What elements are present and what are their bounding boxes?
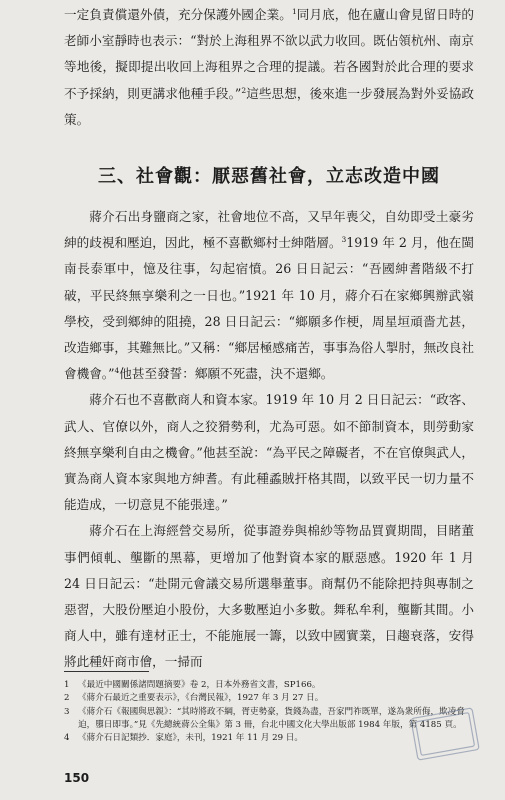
page-number: 150: [64, 771, 90, 785]
watermark-stamp-icon: [400, 703, 490, 775]
footnote-4: 4 《蔣介石日記類抄．家庭》，未刊，1921 年 11 月 29 日。: [64, 733, 303, 744]
section-body: [64, 204, 474, 676]
footnote-ref-3: 3: [341, 235, 347, 245]
top-paragraph: [64, 2, 474, 133]
paragraph-1: [64, 204, 474, 387]
paragraph-1-text-b: 1919 年 2 月，他在閩南長泰軍中，憶及往事，勾起宿憤。26 日日記云：“吾國紳耆階級不打破，平民終無享樂利之一日也。”1921 年 10 月，蔣介石在家鄉興辦武嶺學校，受到鄉紳的阻撓，28 日日記云：“鄉願多作梗，周星垣頑嗇尤甚，改造鄉事，其難無比。”又稱：“鄉居極感痛苦，事事為俗人掣肘，無改良社會機會。”: [64, 235, 475, 382]
paragraph-1-text-a: 蔣介石出身鹽商之家，社會地位不高，又早年喪父，自幼即受土豪劣紳的歧視和壓迫，因此，極不喜歡鄉村士紳階層。: [64, 209, 474, 251]
top-text-1: 一定負責償還外債，充分保護外國企業。: [64, 7, 292, 22]
section-heading: 三、社會觀：厭惡舊社會，立志改造中國: [98, 166, 440, 187]
paragraph-2: 蔣介石也不喜歡商人和資本家。1919 年 10 月 2 日日記云：“政客、武人、官僚以外，商人之狡猾勢利，尤為可惡。如不節制資本，則勞動家終無享樂利自由之機會。”他甚至說：“為平民之障礙者，不在官僚與武人，實為商人資本家與地方紳耆。有此種蟊賊扞格其間，以致平民一切力量不能造成，一切意見不能張達。”: [64, 392, 474, 513]
top-text-2: 同月底，他在廬山會見留日時的老師小室靜時也表示：“對於上海租界不欲以武力收回。既佔領杭州、南京等地後，擬即提出收回上海租界之合理的提議。若各國對於此合理的要求不予採納，則更講求他種手段。”: [64, 7, 475, 101]
paragraph-3: 蔣介石在上海經營交易所，從事證券與棉紗等物品買賣期間，目睹董事們傾軋、壟斷的黑幕，更增加了他對資本家的厭惡感。1920 年 1 月 24 日日記云：“赴開元會議交易所選舉董事。商幫仍不能除把持與專制之惡習，大股份壓迫小股份，大多數壓迫小多數。舞私牟利，壟斷其間。小商人中，雖有達材正士，不能施展一籌，以致中國實業，日趨衰落，安得將此種奸商市儈，一掃而: [64, 523, 474, 670]
footnote-3-continued: 迫，隳日即事。”見《先總統蔣公全集》第 3 冊，台北中國文化大學出版部 1984 年版，第 4185 頁。: [78, 719, 462, 730]
top-text-3: 這些思想，後來進一步發展為對外妥協政策。: [64, 85, 475, 127]
footnote-1: 1 《最近中國關係諸問題摘要》卷 2，日本外務省文書，SP166。: [64, 680, 321, 690]
footnote-2: 2 《蔣介石最近之重要表示》，《台灣民報》，1927 年 3 月 27 日。: [64, 693, 324, 704]
footnote-ref-4: 4: [114, 366, 120, 376]
footnote-ref-1: 1: [291, 6, 297, 16]
paragraph-1-text-c: 他甚至發誓：鄉願不死盡，決不還鄉。: [119, 366, 334, 382]
footnote-3: 3 《蔣介石《報國與思親》：“其時將政不綱，胥吏勢豪，貨錢為盡，吾家門祚既單，遂為衆所侮，欺凌脅: [64, 706, 465, 717]
footnote-divider: [64, 671, 149, 672]
footnote-ref-2: 2: [241, 85, 247, 95]
